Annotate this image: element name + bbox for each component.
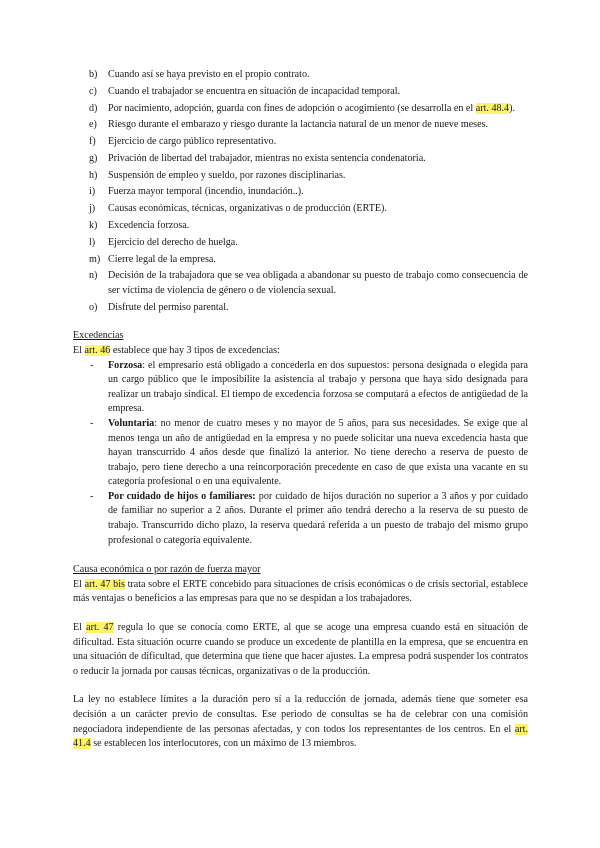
list-item: - Voluntaria: no menor de cuatro meses y no mayor de 5 años, para sus necesidades. Se exige que al menos tenga un año de antigüedad en la empresa y no puede solicitar una nueva excedencia hasta que hayan transcurrido 4 años desde que finalizó la anterior. No tiene derecho a reserva de puesto de trabajo, pero tiene derecho a una reincorporación precedente en caso de que exista una vacante en su categoría profesional o en una equivalente. — [90, 417, 528, 488]
highlighted-article-ref: art. 47 — [86, 622, 114, 634]
list-item: o) Disfrute del permiso parental. — [89, 301, 229, 313]
highlighted-article-ref: art. 47 bis — [84, 578, 125, 590]
list-item: m) Cierre legal de la empresa. — [89, 253, 216, 265]
section-heading-excedencias: Excedencias — [73, 330, 124, 342]
list-item: l) Ejercicio del derecho de huelga. — [89, 236, 238, 248]
excedencias-intro: El art. 46 establece que hay 3 tipos de excedencias: — [73, 344, 280, 356]
list-item: b) Cuando así se haya previsto en el propio contrato. — [89, 69, 310, 80]
paragraph-art-47-bis: El art. 47 bis trata sobre el ERTE concebido para situaciones de crisis económicas o de crisis sectorial, establece más ventajas o beneficios a las empresas para que no se despidan a los trabajadores. — [73, 578, 529, 605]
list-item: k) Excedencia forzosa. — [89, 220, 190, 232]
list-item: - Por cuidado de hijos o familiares: por cuidado de hijos duración no superior a 3 años y por cuidado de familiar no superior a 2 años. Durante el primer año tendrá derecho a la reserva de su puesto de trabajo. Transcurrido dicho plazo, la reserva quedará referida a un puesto de trabajo del mismo grupo profesional o categoría equivalente. — [90, 490, 528, 546]
list-item: i) Fuerza mayor temporal (incendio, inundación..). — [89, 186, 304, 198]
list-item: h) Suspensión de empleo y sueldo, por razones disciplinarias. — [89, 169, 346, 181]
paragraph-art-47: El art. 47 regula lo que se conocía como ERTE, al que se acoge una empresa cuando está en situación de dificultad. Esta situación ocurre cuando se produce un excedente de plantilla en la empresa, que se encuentra en una situación de dificultad, que determina que tiene que hacer ajustes. La empresa podrá suspender los contratos o reducir la jornada por causas técnicas, organizativas o de la producción. — [73, 622, 528, 677]
highlighted-article-ref: art. 46 — [84, 344, 111, 356]
suspension-reasons-list — [73, 68, 528, 315]
list-item: j) Causas económicas, técnicas, organizativas o de producción (ERTE). — [89, 203, 387, 215]
list-item: d) Por nacimiento, adopción, guarda con fines de adopción o acogimiento (se desarrolla en el art. 48.4). — [89, 102, 515, 114]
list-item: g) Privación de libertad del trabajador, mientras no exista sentencia condenatoria. — [89, 152, 426, 164]
paragraph-duracion: La ley no establece límites a la duración pero sí a la reducción de jornada, además tiene que someter esa decisión a un carácter previo de consultas. Ese periodo de consultas se ha de celebrar con una comisión negociadora independiente de las personas afectadas, y con todos los representantes de los centros. En el art. 41.4 se establecen los interlocutores, con un máximo de 13 miembros. — [73, 694, 528, 750]
excedencia-types-list — [73, 359, 528, 549]
highlighted-article-ref: art. 48.4 — [475, 102, 510, 114]
list-item: f) Ejercicio de cargo público representativo. — [89, 136, 277, 148]
list-item: n) Decisión de la trabajadora que se vea obligada a abandonar su puesto de trabajo como consecuencia de ser víctima de violencia de género o de violencia sexual. — [89, 270, 528, 296]
list-item: - Forzosa: el empresario está obligado a concederla en dos supuestos: persona designada o elegida para un cargo público que le imposibilite la asistencia al trabajo y persona que haya sido designada para realizar un trabajo sindical. El tiempo de excedencia forzosa se computará a efectos de antigüedad de la empresa. — [90, 359, 528, 415]
section-heading-causa: Causa económica o por razón de fuerza mayor — [73, 564, 261, 576]
list-item: e) Riesgo durante el embarazo y riesgo durante la lactancia natural de un menor de nueve meses. — [89, 119, 489, 131]
highlighted-article-ref: art. 41.4 — [73, 723, 528, 750]
list-item: c) Cuando el trabajador se encuentra en situación de incapacidad temporal. — [89, 85, 401, 97]
